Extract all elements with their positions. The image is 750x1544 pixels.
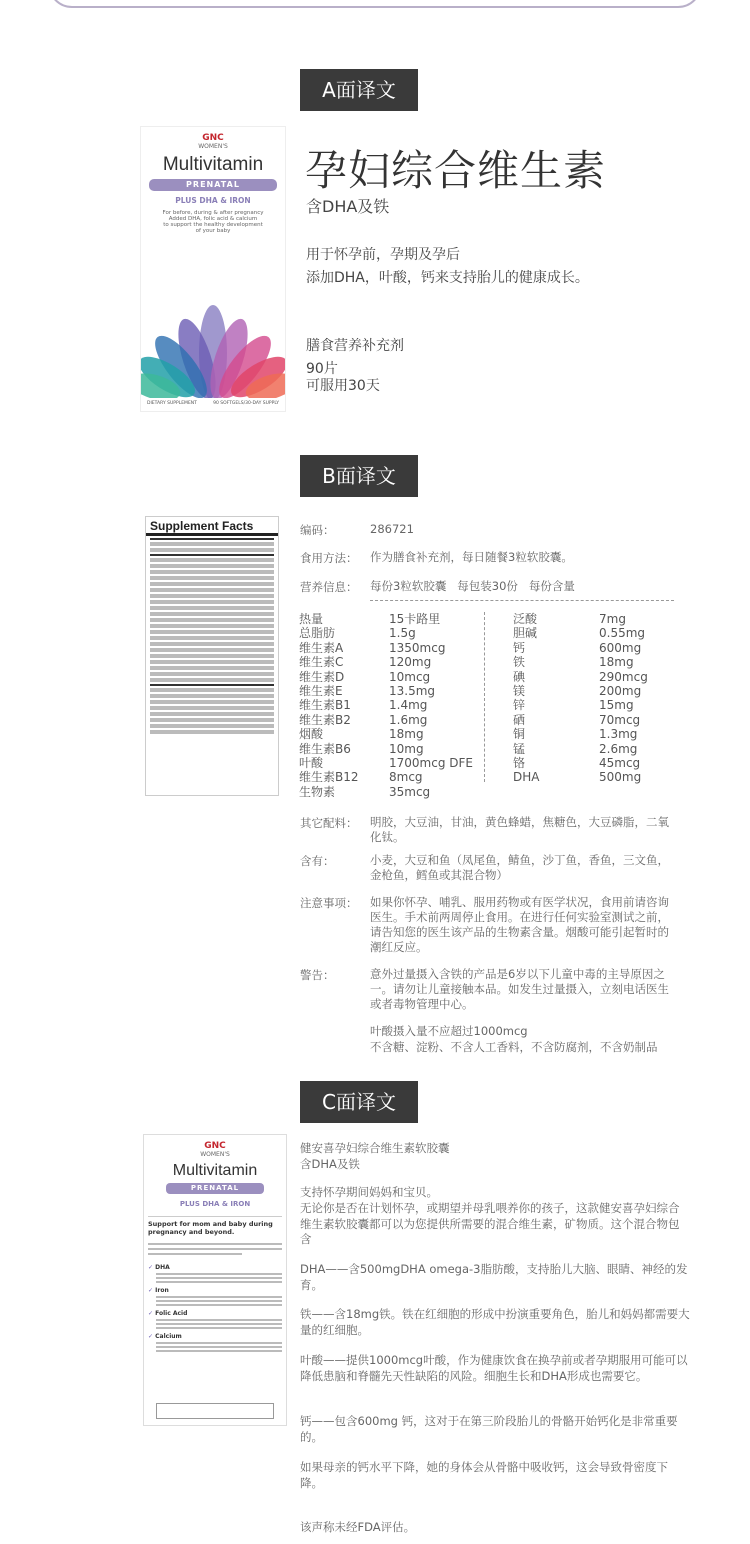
- text-line: [156, 1296, 282, 1298]
- facts-row: [150, 630, 274, 634]
- nutrient-name: 锌: [513, 698, 526, 713]
- c-intro: 无论你是否在计划怀孕，或期望并母乳喂养你的孩子，这款健安喜孕妇综合维生素软胶囊都可以为您提供所需要的混合维生素，矿物质。这个混合物包含: [300, 1201, 680, 1247]
- contains-value: 小麦，大豆和鱼（凤尾鱼，鲭鱼，沙丁鱼，香鱼，三文鱼，金枪鱼，鳕鱼或其混合物）: [370, 853, 669, 882]
- text-line: [156, 1300, 282, 1302]
- folic-acid-note: 叶酸摄入量不应超过1000mcg: [370, 1024, 528, 1038]
- facts-row: [150, 694, 274, 698]
- usage-value: 作为膳食补充剂，每日随餐3粒软胶囊。: [370, 550, 573, 564]
- facts-row: [150, 642, 274, 646]
- nutrient-amount: 18mg: [389, 727, 424, 742]
- text-line: [156, 1319, 282, 1321]
- nutrient-amount: 18mg: [599, 655, 634, 670]
- nutrient-amount: 1.3mg: [599, 727, 638, 742]
- check-icon: ✓: [148, 1264, 156, 1271]
- nutrient-name: 维生素E: [299, 684, 343, 698]
- nutrient-name: 铜: [513, 727, 526, 742]
- facts-row: [150, 618, 274, 622]
- facts-row: [150, 624, 274, 628]
- text-line: [156, 1346, 282, 1348]
- nutrient-amount: 600mg: [599, 640, 642, 655]
- c-dha: DHA——含500mgDHA omega-3脂肪酸，支持胎儿大脑、眼睛、神经的发育。: [300, 1262, 688, 1292]
- nutrient-amount: 290mcg: [599, 669, 648, 684]
- nutrient-name: 热量: [299, 612, 324, 626]
- nutrient-amount: 35mcg: [389, 784, 431, 799]
- c-support: 支持怀孕期间妈妈和宝贝。: [300, 1185, 438, 1199]
- nutrient-name: 维生素B6: [299, 741, 351, 756]
- nutrient-name: 维生素A: [299, 640, 344, 655]
- box-footer-left: DIETARY SUPPLEMENT: [147, 401, 197, 406]
- c-iron: 铁——含18mg铁。铁在红细胞的形成中扮演重要角色，胎儿和妈妈都需要大量的红细胞。: [300, 1307, 690, 1337]
- plus-dha-iron: PLUS DHA & IRON: [175, 196, 251, 205]
- check-icon: ✓: [148, 1310, 156, 1317]
- section-c-tag: C面译文: [300, 1081, 418, 1123]
- nutrient-amount: 500mg: [599, 770, 642, 785]
- facts-row: [150, 666, 274, 670]
- nutrient-name: 钙: [513, 640, 526, 655]
- other-ingredients-label: 其它配料：: [300, 816, 358, 830]
- box-feature-label: Calcium: [155, 1333, 182, 1340]
- text-line: [156, 1327, 282, 1329]
- nutrient-amount: 10mcg: [389, 669, 431, 684]
- facts-row: [150, 648, 274, 652]
- nutrient-amount: 1.6mg: [389, 712, 428, 727]
- box-feature-item: [148, 1333, 282, 1352]
- box-heading: Support for mom and baby during pregnancy and beyond.: [148, 1220, 273, 1236]
- nutrient-amount: 120mg: [389, 655, 432, 670]
- facts-row: [150, 582, 274, 586]
- c-title-1: 健安喜孕妇综合维生素软胶囊: [300, 1141, 450, 1155]
- nutrition-value: 每份3粒软胶囊 每包装30份 每份含量: [370, 579, 575, 593]
- product-box-front: [140, 126, 286, 412]
- check-icon: ✓: [148, 1287, 156, 1294]
- warning-label: 警告：: [300, 968, 335, 982]
- facts-row: [150, 678, 274, 682]
- nutrient-name: 维生素B12: [299, 770, 359, 785]
- box-feature-label: DHA: [155, 1264, 170, 1271]
- nutrient-name: 维生素B2: [299, 712, 351, 727]
- nutrient-name: 铁: [513, 655, 526, 670]
- box-desc-4: of your baby: [195, 228, 231, 234]
- box-feature-label: Folic Acid: [155, 1310, 188, 1317]
- text-line: [156, 1273, 282, 1275]
- nutrient-name: 维生素B1: [299, 698, 351, 713]
- free-from-note: 不含糖、淀粉、不含人工香料，不含防腐剂，不含奶制品: [370, 1040, 658, 1054]
- facts-row: [150, 700, 274, 704]
- nutrient-amount: 1.4mg: [389, 698, 428, 713]
- text-line: [148, 1243, 282, 1245]
- nutrient-amount: 1350mcg: [389, 640, 446, 655]
- text-line: [156, 1350, 282, 1352]
- text-line: [156, 1277, 282, 1279]
- nutrient-name: DHA: [513, 770, 540, 785]
- caution-value: 如果你怀孕、哺乳、服用药物或有医学状况，食用前请咨询医生。手术前两周停止食用。在进行任何实验室测试之前，请告知您的医生该产品的生物素含量。烟酸可能引起暂时的潮红反应。: [370, 895, 669, 954]
- facts-row: [150, 606, 274, 610]
- facts-row: [150, 594, 274, 598]
- nutrient-name: 维生素D: [299, 669, 345, 684]
- facts-row: [150, 672, 274, 676]
- nutrient-name: 烟酸: [299, 727, 324, 742]
- nutrient-amount: 13.5mg: [389, 684, 436, 698]
- nutrient-amount: 0.55mg: [599, 626, 646, 641]
- nutrient-name: 锰: [513, 741, 526, 756]
- nutrient-name: 总脂肪: [299, 626, 336, 641]
- facts-row: [150, 548, 274, 552]
- facts-row: [150, 712, 274, 716]
- nutrient-name: 泛酸: [513, 612, 538, 626]
- facts-row: [150, 660, 274, 664]
- section-b-tag: B面译文: [300, 455, 418, 497]
- text-line: [156, 1323, 282, 1325]
- brand-logo: GNC: [202, 133, 224, 143]
- text-line: [156, 1304, 282, 1306]
- nutrition-divider: [370, 600, 674, 601]
- box-footer-right: 90 SOFTGELS/30-DAY SUPPLY: [213, 401, 279, 406]
- box-feature-item: [148, 1264, 282, 1283]
- nutrient-amount: 1700mcg DFE: [389, 756, 473, 770]
- nutrient-amount: 7mg: [599, 612, 626, 626]
- facts-row: [150, 600, 274, 604]
- nutrient-name: 硒: [513, 712, 526, 727]
- facts-row: [150, 558, 274, 562]
- contains-label: 含有：: [300, 854, 335, 868]
- nutrient-amount: 10mg: [389, 741, 424, 756]
- product-title: 孕妇综合维生素: [305, 146, 607, 195]
- check-icon: ✓: [148, 1333, 156, 1340]
- facts-row: [150, 654, 274, 658]
- nutrient-amount: 15卡路里: [389, 612, 441, 626]
- prenatal-label: PRENATAL: [149, 179, 277, 191]
- facts-row: [150, 564, 274, 568]
- facts-row: [150, 730, 274, 734]
- supplement-facts-title: Supplement Facts: [146, 517, 278, 536]
- use-line-2: 添加DHA，叶酸，钙来支持胎儿的健康成长。: [306, 270, 589, 286]
- facts-row: [150, 636, 274, 640]
- facts-row: [150, 576, 274, 580]
- box-desc-1: For before, during & after pregnancy: [162, 210, 264, 216]
- facts-row: [150, 570, 274, 574]
- box-desc-3: to support the healthy development: [163, 222, 263, 228]
- usage-label: 食用方法：: [300, 551, 358, 565]
- nutrient-name: 生物素: [299, 784, 336, 799]
- product-box-side: [143, 1134, 287, 1426]
- nutrient-amount: 1.5g: [389, 626, 416, 641]
- softgel-count: 90片: [306, 361, 338, 377]
- brand-logo: GNC: [204, 1141, 226, 1151]
- box-feature-list: [144, 1258, 286, 1352]
- product-subtitle: 含DHA及铁: [306, 197, 390, 216]
- sub-brand: WOMEN'S: [200, 1151, 230, 1158]
- nutrient-amount: 70mcg: [599, 712, 641, 727]
- facts-row: [150, 718, 274, 722]
- use-line-1: 用于怀孕前，孕期及孕后: [306, 247, 460, 263]
- box-feature-item: [148, 1287, 282, 1306]
- box-feature-label: Iron: [155, 1287, 169, 1294]
- nutrient-name: 叶酸: [299, 756, 324, 770]
- box-feature-item: [148, 1310, 282, 1329]
- plus-dha-iron: PLUS DHA & IRON: [179, 1200, 251, 1208]
- nutrition-label: 营养信息：: [300, 580, 358, 594]
- facts-row: [150, 688, 274, 692]
- c-title-2: 含DHA及铁: [300, 1157, 360, 1171]
- nutrient-amount: 2.6mg: [599, 741, 638, 756]
- text-line: [148, 1253, 242, 1255]
- box-desc-2: Added DHA, folic acid & calcium: [168, 216, 258, 222]
- nutrient-amount: 200mg: [599, 684, 642, 698]
- facts-rule: [150, 538, 274, 540]
- nutrient-name: 镁: [513, 684, 526, 698]
- facts-row: [150, 588, 274, 592]
- supplement-facts-panel: [145, 516, 279, 796]
- text-line: [156, 1281, 282, 1283]
- sub-brand: WOMEN'S: [198, 143, 228, 150]
- box-body-lines: [144, 1236, 286, 1255]
- facts-row: [150, 724, 274, 728]
- prenatal-label: PRENATAL: [166, 1183, 264, 1194]
- box-product-name: Multivitamin: [172, 1162, 258, 1179]
- code-label: 编码：: [300, 523, 335, 537]
- nutrient-amount: 8mcg: [389, 770, 423, 785]
- facts-row: [150, 706, 274, 710]
- nutrition-column-divider: [484, 612, 485, 782]
- fda-disclaimer-box: [156, 1403, 274, 1419]
- c-fda-note: 该声称未经FDA评估。: [300, 1520, 416, 1534]
- lotus-flower-graphic: [141, 293, 285, 398]
- facts-rule: [150, 554, 274, 556]
- nutrient-amount: 45mcg: [599, 756, 641, 770]
- supply-duration: 可服用30天: [306, 378, 380, 394]
- facts-row: [150, 612, 274, 616]
- code-value: 286721: [370, 522, 414, 536]
- facts-rule: [150, 684, 274, 686]
- other-ingredients-value: 明胶，大豆油，甘油，黄色蜂蜡，焦糖色，大豆磷脂，二氧化钛。: [370, 815, 669, 844]
- text-line: [148, 1248, 282, 1250]
- text-line: [156, 1342, 282, 1344]
- nutrient-amount: 15mg: [599, 698, 634, 713]
- c-folic: 叶酸——提供1000mcg叶酸，作为健康饮食在换孕前或者孕期服用可能可以降低患脑和脊髓先天性缺陷的风险。细胞生长和DHA形成也需要它。: [300, 1353, 688, 1383]
- c-calcium-2: 如果母亲的钙水平下降，她的身体会从骨骼中吸收钙，这会导致骨密度下降。: [300, 1460, 668, 1490]
- nutrient-name: 铬: [513, 756, 526, 770]
- nutrient-name: 碘: [513, 669, 526, 684]
- section-a-tag: A面译文: [300, 69, 418, 111]
- nutrient-name: 维生素C: [299, 655, 344, 670]
- facts-row: [150, 542, 274, 546]
- top-frame-border: [48, 0, 702, 8]
- supplement-type: 膳食营养补充剂: [306, 338, 404, 354]
- box-product-name: Multivitamin: [162, 154, 264, 175]
- caution-label: 注意事项：: [300, 896, 358, 910]
- c-calcium: 钙——包含600mg 钙，这对于在第三阶段胎儿的骨骼开始钙化是非常重要的。: [300, 1414, 678, 1444]
- warning-value: 意外过量摄入含铁的产品是6岁以下儿童中毒的主导原因之一。请勿让儿童接触本品。如发生过量摄入，立刻电话医生或者毒物管理中心。: [370, 967, 669, 1011]
- nutrient-name: 胆碱: [513, 626, 538, 641]
